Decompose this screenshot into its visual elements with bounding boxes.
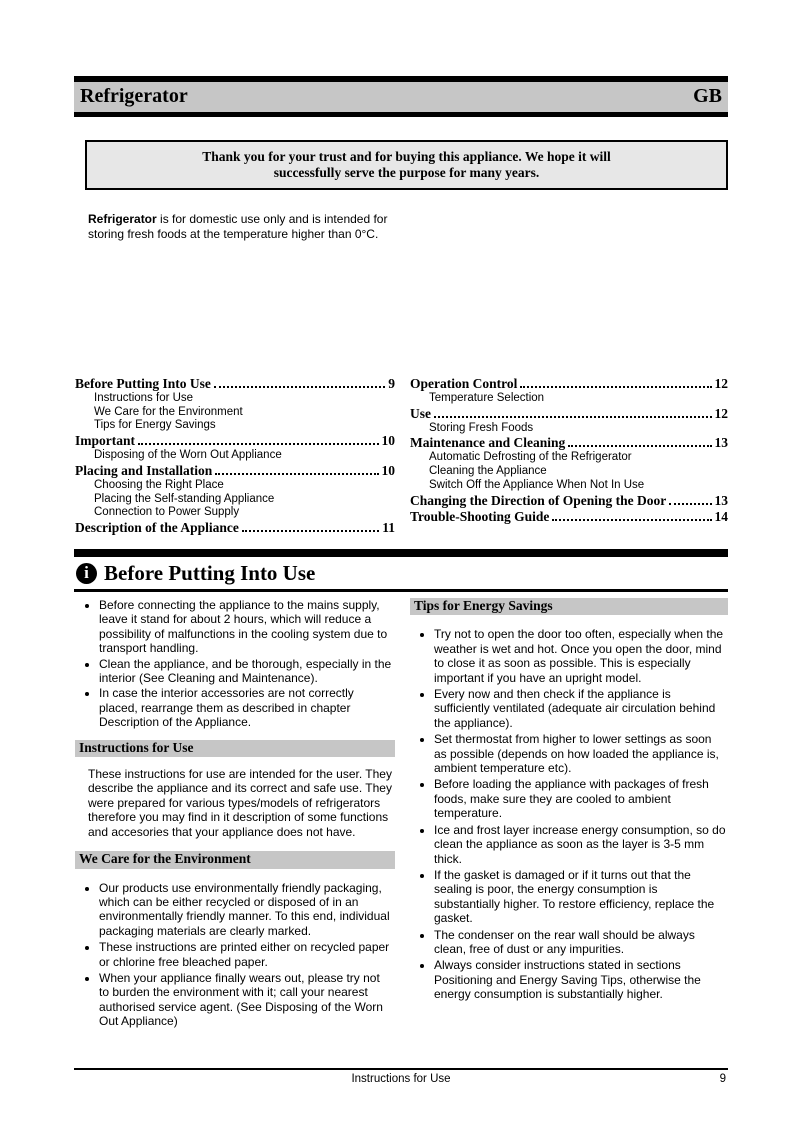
toc-entry-label: Important <box>75 433 135 449</box>
section-heading-tips: Tips for Energy Savings <box>410 598 728 615</box>
toc-entry <box>410 376 728 392</box>
toc-entry-page: 12 <box>714 376 728 391</box>
bullet-item: • Ice and frost layer increase energy consumption, so do clean the appliance as soon as the layer is 3-5 mm thick. <box>434 823 726 866</box>
toc-entry-label: Operation Control <box>410 376 518 391</box>
right-column <box>410 598 728 1039</box>
toc-entry-label: Before Putting Into Use <box>75 376 211 391</box>
toc-entry-page: 13 <box>714 492 728 508</box>
toc-subentry: Placing the Self-standing Appliance <box>94 492 275 505</box>
bullet-item: • Always consider instructions stated in sections Positioning and Energy Saving Tips, otherwise the energy consumption is substantially higher. <box>434 958 726 1001</box>
toc-entry-label: Trouble-Shooting Guide <box>410 508 550 524</box>
before-use-bullet-list <box>75 598 395 730</box>
toc-entry <box>75 433 395 449</box>
toc-entry <box>410 406 728 422</box>
toc-leader-dots <box>568 445 711 447</box>
footer-label: Instructions for Use <box>351 1073 451 1085</box>
toc-subentry: Storing Fresh Foods <box>429 421 534 434</box>
table-of-contents <box>75 376 728 536</box>
welcome-box <box>85 140 728 190</box>
toc-entry-page: 12 <box>714 405 728 421</box>
toc-entry-label: Description of the Appliance <box>75 519 239 535</box>
toc-subentry: Disposing of the Worn Out Appliance <box>94 449 282 462</box>
language-code: GB <box>693 85 722 107</box>
bullet-item: • Set thermostat from higher to lower settings as soon as possible (depends on how loaded the appliance is, ambient temperature etc). <box>434 732 726 775</box>
bullet-item: • Every now and then check if the appliance is sufficiently ventilated (adequate air circulation behind the appliance). <box>434 687 726 730</box>
toc-entry <box>75 463 395 479</box>
toc-leader-dots <box>434 416 712 418</box>
toc-leader-dots <box>669 503 711 505</box>
toc-leader-dots <box>138 443 379 445</box>
toc-leader-dots <box>520 386 711 388</box>
page-footer <box>74 1068 728 1085</box>
bullet-item: • These instructions are printed either on recycled paper or chlorine free bleached paper. <box>99 940 393 969</box>
toc-right-column <box>410 376 728 536</box>
section-heading-environment: We Care for the Environment <box>75 851 395 868</box>
toc-entry-page: 10 <box>381 433 395 449</box>
toc-subentry: Connection to Power Supply <box>94 506 240 519</box>
chapter-title: Before Putting Into Use <box>104 561 316 585</box>
toc-entry-page: 13 <box>714 435 728 451</box>
section-heading-instructions: Instructions for Use <box>75 740 395 757</box>
toc-leader-dots <box>242 530 379 532</box>
toc-entry-label: Placing and Installation <box>75 462 213 478</box>
document-title: Refrigerator <box>80 85 188 107</box>
toc-entry-label: Use <box>410 405 431 421</box>
toc-entry-page: 11 <box>382 519 395 535</box>
bullet-item: • If the gasket is damaged or if it turns out that the sealing is poor, the energy consumption is substantially higher. To restore efficiency, replace the gasket. <box>434 868 726 926</box>
body-columns <box>75 598 728 1039</box>
toc-entry <box>410 435 728 451</box>
toc-subentry: Automatic Defrosting of the Refrigerator <box>429 451 632 464</box>
intro-paragraph <box>88 212 403 241</box>
toc-entry <box>75 520 395 536</box>
bullet-item: • Before connecting the appliance to the mains supply, leave it stand for about 2 hours, which will reduce a possibility of malfunctions in the cooling system due to transport handling. <box>99 598 393 656</box>
masthead-row <box>74 82 728 112</box>
bullet-item: • Before loading the appliance with packages of fresh foods, make sure they are cooled to ambient temperature. <box>434 777 726 820</box>
toc-entry <box>410 493 728 509</box>
instructions-paragraph: These instructions for use are intended for the user. They describe the appliance and its correct and safe use. They were prepared for various types/models of refrigerators therefore you may find in it description of some functions and accesories that your appliance does not have. <box>88 767 392 839</box>
left-column <box>75 598 395 1039</box>
welcome-line-1: Thank you for your trust and for buying this appliance. We hope it will <box>202 149 611 164</box>
welcome-line-2: successfully serve the purpose for many years. <box>273 165 540 180</box>
toc-leader-dots <box>214 386 385 388</box>
toc-leader-dots <box>552 519 711 521</box>
toc-entry <box>410 509 728 525</box>
chapter-heading <box>74 549 728 592</box>
toc-entry-page: 9 <box>388 376 395 391</box>
toc-subentry: Tips for Energy Savings <box>94 419 216 432</box>
bullet-item: • Clean the appliance, and be thorough, especially in the interior (See Cleaning and Maintenance). <box>99 657 393 686</box>
toc-subentry: Instructions for Use <box>94 392 194 404</box>
toc-subentry: Temperature Selection <box>429 392 545 404</box>
toc-subentry: Switch Off the Appliance When Not In Use <box>429 478 645 491</box>
toc-left-column <box>75 376 395 536</box>
page-masthead <box>74 76 728 117</box>
toc-entry <box>75 376 395 392</box>
info-icon: i <box>76 563 97 584</box>
toc-entry-page: 14 <box>714 508 728 524</box>
bullet-item: • Our products use environmentally friendly packaging, which can be either recycled or disposed of in an environmentally friendly manner. To this end, individual packaging materials are clearly marked. <box>99 881 393 939</box>
toc-subentry: We Care for the Environment <box>94 405 243 418</box>
bullet-item: • Try not to open the door too often, especially when the weather is wet and hot. Once you open the door, mind to close it as soon as possible. This is especially important if you have an upright model. <box>434 627 726 685</box>
toc-entry-label: Maintenance and Cleaning <box>410 435 566 451</box>
bullet-item: • In case the interior accessories are not correctly placed, rearrange them as described in chapter Description of the Appliance. <box>99 686 393 729</box>
bullet-item: • When your appliance finally wears out, please try not to burden the environment with it; call your nearest authorised service agent. (See Disposing of the Worn Out Appliance) <box>99 971 393 1029</box>
tips-bullet-list <box>410 627 728 1001</box>
toc-subentry: Choosing the Right Place <box>94 478 224 491</box>
environment-bullet-list <box>75 881 395 1029</box>
toc-leader-dots <box>215 473 378 475</box>
intro-lead: Refrigerator <box>88 212 157 226</box>
toc-subentry: Cleaning the Appliance <box>429 465 547 478</box>
page-number: 9 <box>719 1073 726 1085</box>
bullet-item: • The condenser on the rear wall should be always clean, free of dust or any impurities. <box>434 928 726 957</box>
toc-entry-label: Changing the Direction of Opening the Door <box>410 492 667 508</box>
intro-text: is for domestic use only and is intended for storing fresh foods at the temperature higher than 0°C. <box>88 212 388 241</box>
toc-entry-page: 10 <box>381 462 395 478</box>
